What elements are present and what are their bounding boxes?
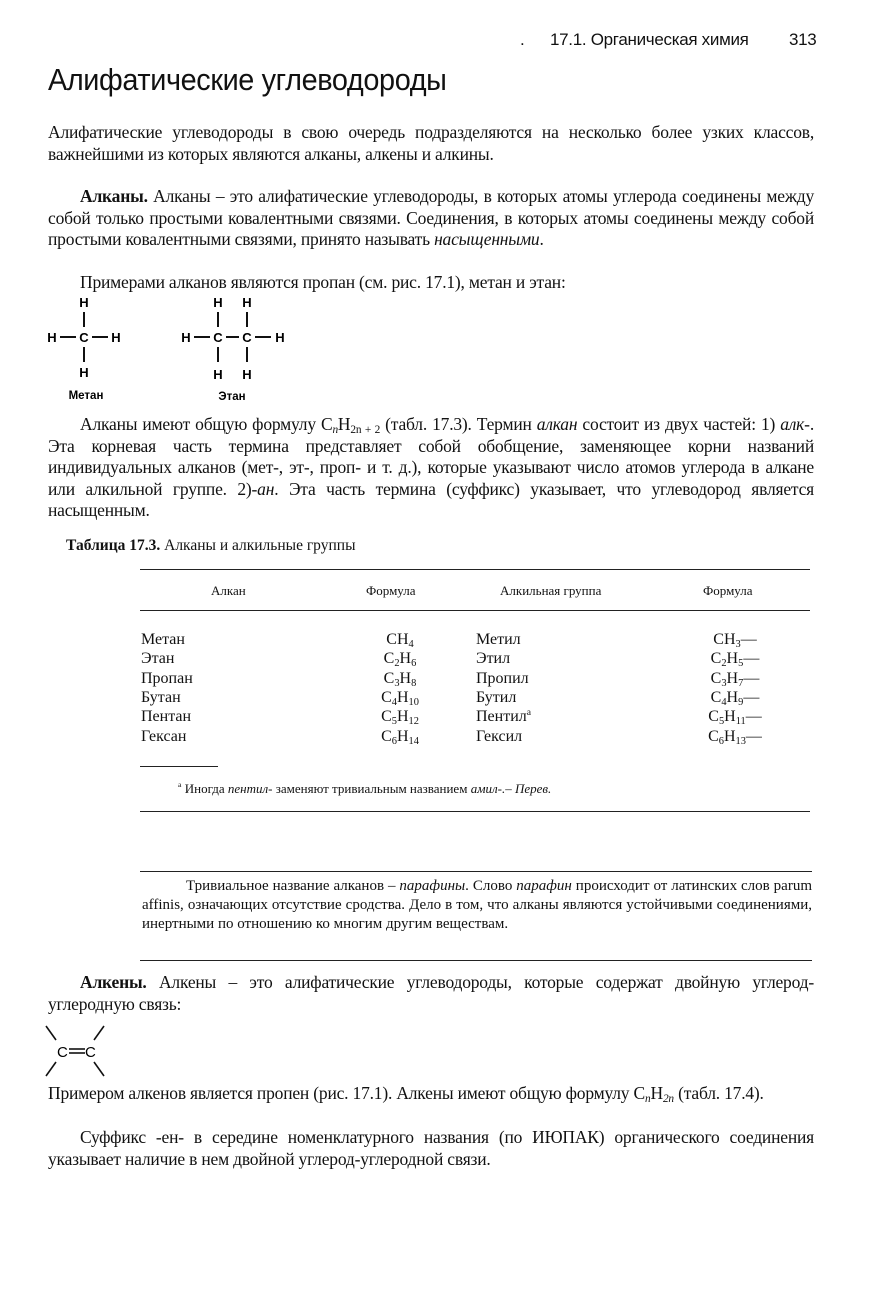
ethane-h-top1: H bbox=[213, 295, 223, 310]
cell-alkyl-group: Гексил bbox=[476, 727, 523, 745]
table-caption bbox=[66, 537, 355, 555]
ethane-c1: C bbox=[213, 330, 223, 345]
alkene-c2: C bbox=[85, 1044, 96, 1061]
text: происходит от латинских слов parum affinis, означающих отсутствие сродства. Дело в том, что алканы являются устойчивыми соединениями, инертными по отношению ко многим другим веществам. bbox=[142, 878, 812, 932]
methane-h-top: H bbox=[79, 295, 89, 310]
subscript: 2n + 2 bbox=[350, 424, 381, 436]
alkenes-heading: Алкены. bbox=[80, 972, 147, 992]
cell-formula: $C_6H_{14}$ bbox=[381, 727, 419, 747]
alkenes-text: Алкены – это алифатические углеводороды, которые содержат двойную углерод-углеродную связь: bbox=[48, 972, 814, 1014]
page-title: Алифатические углеводороды bbox=[48, 62, 447, 97]
alkene-structure bbox=[40, 1022, 120, 1082]
intro-paragraph: Алифатические углеводороды в свою очередь подразделяются на несколько более узких классов, важнейшими из которых являются алканы, алкены и алкины. bbox=[48, 122, 814, 164]
cell-group-formula: $C_2H_5—$ bbox=[710, 650, 760, 670]
alkanes-end: . bbox=[539, 229, 544, 249]
methane-label: Метан bbox=[68, 390, 104, 402]
bond-lower-left bbox=[46, 1062, 56, 1076]
ethane-h-right: H bbox=[275, 330, 285, 345]
cell-alkyl-group: Пропил bbox=[476, 669, 529, 687]
ethane-label: Этан bbox=[218, 391, 246, 403]
text: . Слово bbox=[465, 878, 517, 894]
table-number: Таблица 17.3. bbox=[66, 537, 161, 554]
table-top-rule bbox=[140, 569, 810, 570]
ethane-structure bbox=[181, 295, 284, 403]
table-header-alkyl-group: Алкильная группа bbox=[500, 583, 602, 598]
text: (табл. 17.3). Термин bbox=[380, 414, 537, 434]
alkanes-examples: Примерами алканов являются пропан (см. рис. 17.1), метан и этан: bbox=[80, 272, 566, 292]
term-an: -ан bbox=[251, 478, 275, 499]
alkanes-paragraph bbox=[48, 186, 814, 251]
table-footnote bbox=[178, 781, 551, 797]
section-title: 17.1. Органическая химия bbox=[550, 30, 749, 49]
ethane-h-bottom2: H bbox=[242, 367, 252, 382]
methane-h-bottom: H bbox=[79, 365, 89, 380]
table-row bbox=[0, 630, 886, 649]
cell-group-formula: $C_6H_{13}—$ bbox=[708, 727, 762, 747]
bond-upper-left bbox=[46, 1026, 56, 1040]
paraffin-note bbox=[142, 877, 812, 934]
cell-alkane: Пропан bbox=[141, 669, 193, 687]
formula-paragraph bbox=[48, 414, 814, 522]
cell-alkyl-group: Метил bbox=[476, 631, 521, 648]
running-head-dot: . bbox=[520, 30, 525, 49]
cell-formula: $C_5H_{12}$ bbox=[381, 708, 419, 728]
cell-alkane: Пентан bbox=[141, 708, 192, 726]
ethane-h-top2: H bbox=[242, 295, 252, 310]
term-alkan: алкан bbox=[536, 414, 578, 434]
text: . Эта часть термина (суффикс) указывает, что углеводород является насыщенным. bbox=[48, 478, 814, 520]
text: (табл. 17.4). bbox=[673, 1083, 764, 1103]
table-header-formula: Формула bbox=[366, 583, 416, 598]
alkenes-suffix: Суффикс -ен- в середине номенклатурного названия (по ИЮПАК) органического соединения указывает наличие в нем двойной углерод-углеродной связи. bbox=[48, 1127, 814, 1169]
table-bottom-rule bbox=[140, 811, 810, 812]
cell-alkyl-group: Бутил bbox=[476, 688, 517, 706]
subscript: 2n bbox=[662, 1093, 674, 1105]
cell-formula: $C_4H_{10}$ bbox=[381, 688, 419, 708]
table-row bbox=[0, 669, 886, 688]
cell-alkane: Бутан bbox=[141, 688, 181, 706]
cell-alkyl-group: Этил bbox=[476, 650, 511, 668]
table-header-group-formula: Формула bbox=[703, 583, 753, 598]
text: Тривиальное название алканов – bbox=[186, 878, 400, 894]
text: пентил- bbox=[227, 781, 273, 796]
alkane-structures bbox=[40, 292, 310, 407]
alkanes-text: Алканы – это алифатические углеводороды, в которых атомы углерода соединены между собой только простыми ковалентными связями. Соединения, в которых атомы соединены между собой простыми ковалентными связями, принято называть bbox=[48, 186, 814, 249]
text: H bbox=[650, 1083, 663, 1103]
text: заменяют тривиальным названием bbox=[272, 781, 471, 796]
cell-alkane: Метан bbox=[141, 631, 185, 648]
table-row bbox=[0, 688, 886, 707]
alkenes-example bbox=[48, 1083, 814, 1105]
cell-alkyl-group: Пентил$^а$ bbox=[476, 707, 532, 726]
table-row bbox=[0, 727, 886, 746]
cell-formula: $C_2H_6$ bbox=[383, 650, 417, 670]
text: Алканы имеют общую формулу C bbox=[80, 414, 333, 434]
box-top-rule bbox=[140, 871, 812, 872]
text: H bbox=[337, 414, 351, 434]
subscript: n bbox=[332, 424, 338, 436]
footnote-mark: а bbox=[178, 780, 182, 789]
text: амил-.– Перев. bbox=[470, 781, 552, 796]
methane-h-right: H bbox=[111, 330, 121, 345]
table-header-rule bbox=[140, 610, 810, 611]
subscript: n bbox=[645, 1093, 651, 1105]
term-paraffins: парафины bbox=[399, 878, 466, 894]
cell-formula: $C_3H_8$ bbox=[383, 669, 417, 689]
table-row bbox=[0, 707, 886, 726]
text: Примером алкенов является пропен (рис. 17.1). Алкены имеют общую формулу C bbox=[48, 1083, 645, 1103]
text: . Эта корневая часть термина представляет собой обобщение, заменяющее корни названий индивидуальных алканов (мет-, эт-, проп- и т. д.), которые указывают число атомов углерода в алкане или алкильной группе. 2) bbox=[48, 414, 814, 499]
alkenes-paragraph bbox=[48, 972, 814, 1015]
cell-group-formula: $C_5H_{11}—$ bbox=[708, 708, 762, 728]
table-row bbox=[0, 649, 886, 668]
term-paraffin: парафин bbox=[516, 878, 572, 894]
table-header-alkane: Алкан bbox=[211, 583, 246, 598]
ethane-c2: C bbox=[242, 330, 252, 345]
cell-formula: $CH_4$ bbox=[386, 631, 414, 650]
ethane-h-left: H bbox=[181, 330, 191, 345]
alkene-c1: C bbox=[57, 1044, 68, 1061]
footnote-rule bbox=[140, 766, 218, 767]
term-saturated: насыщенными bbox=[434, 229, 540, 249]
ethane-h-bottom1: H bbox=[213, 367, 223, 382]
cell-group-formula: $C_3H_7—$ bbox=[710, 669, 760, 689]
box-bottom-rule bbox=[140, 960, 812, 961]
page-number: 313 bbox=[789, 30, 817, 49]
text: Иногда bbox=[181, 781, 228, 796]
table-title: Алканы и алкильные группы bbox=[160, 537, 356, 554]
cell-group-formula: $C_4H_9—$ bbox=[710, 688, 760, 708]
bond-upper-right bbox=[94, 1026, 104, 1040]
bond-lower-right bbox=[94, 1062, 104, 1076]
cell-alkane: Гексан bbox=[141, 727, 187, 745]
text: состоит из двух частей: 1) bbox=[577, 414, 781, 434]
methane-h-left: H bbox=[47, 330, 57, 345]
methane-c: C bbox=[79, 330, 89, 345]
methane-structure bbox=[47, 295, 120, 402]
alkanes-heading: Алканы. bbox=[80, 186, 148, 206]
cell-group-formula: $CH_3—$ bbox=[713, 631, 757, 650]
term-alk: алк- bbox=[780, 414, 810, 434]
cell-alkane: Этан bbox=[141, 650, 175, 668]
